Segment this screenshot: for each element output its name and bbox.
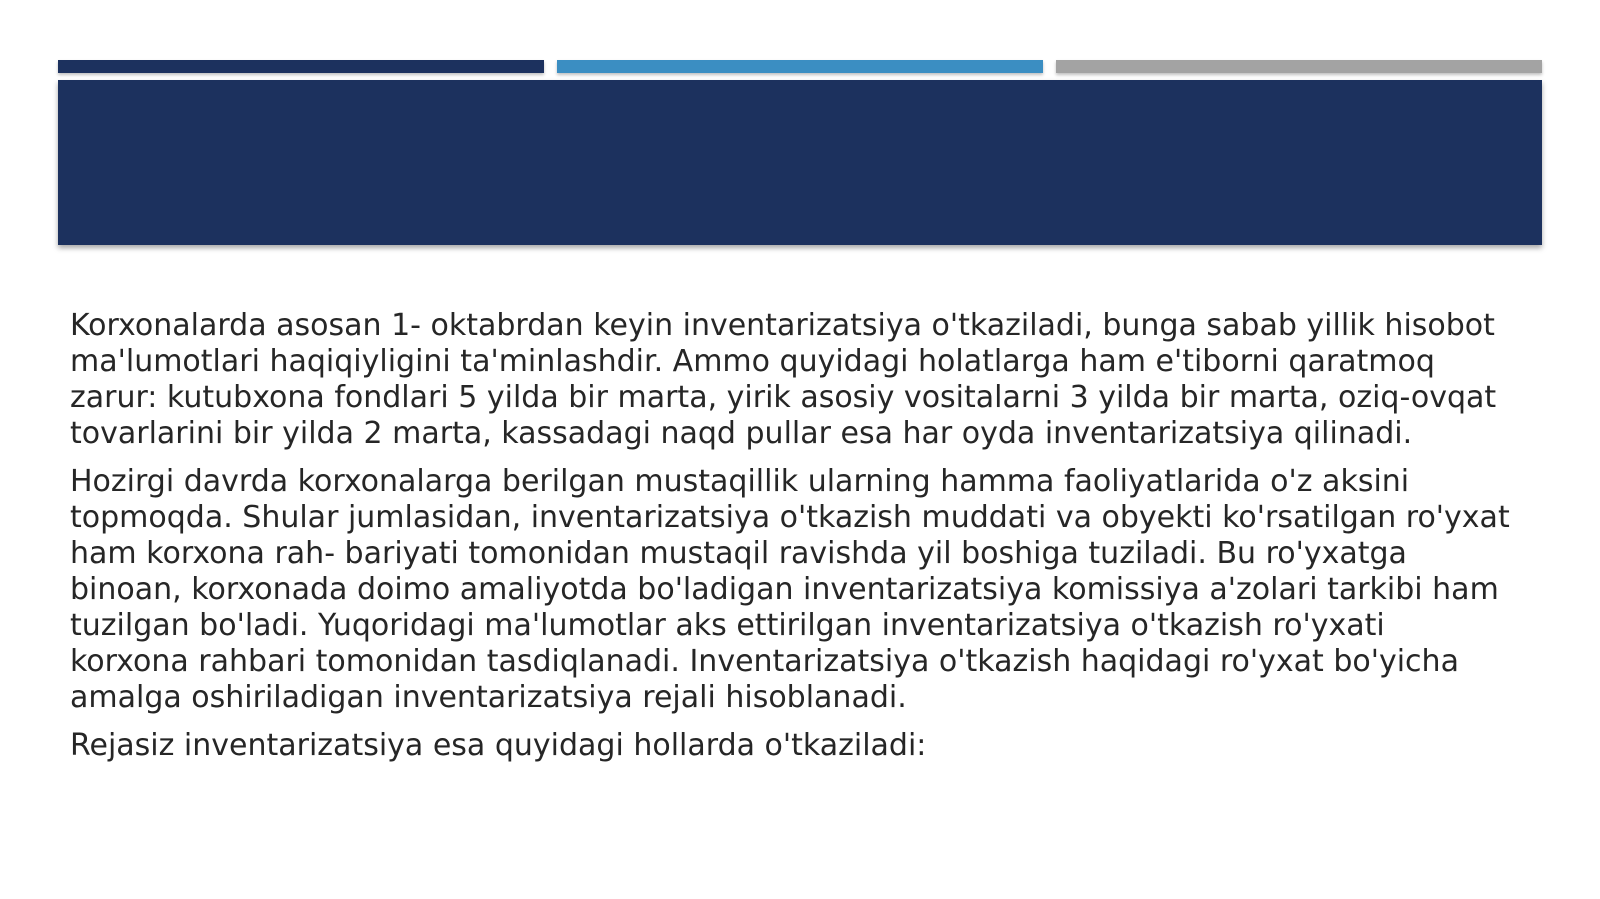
paragraph-2: Hozirgi davrda korxonalarga berilgan mustaqillik ularning hamma faoliyatlarida o'z aksini topmoqda. Shular jumlasidan, inventarizatsiya o'tkazish muddati va obyekti ko'rsatilgan ro'yxat ham korxona rah- bariyati tomonidan mustaqil ravishda yil boshiga tuziladi. Bu ro'yxatga binoan, korxonada doimo amaliyotda bo'ladigan inventarizatsiya komissiya a'zolari tarkibi ham tuzilgan bo'ladi. Yuqoridagi ma'lumotlar aks ettirilgan inventarizatsiya o'tkazish ro'yxati korxona rahbari tomonidan tasdiqlanadi. Inventarizatsiya o'tkazish haqidagi ro'yxat bo'yicha amalga oshiriladigan inventarizatsiya rejali hisoblanadi.: [70, 464, 1510, 715]
slide-body: [70, 308, 1510, 776]
accent-bar-dark-blue: [58, 60, 544, 73]
title-band: [58, 80, 1542, 245]
accent-bar-light-blue: [557, 60, 1043, 73]
accent-bar-gray: [1056, 60, 1542, 73]
paragraph-1: Korxonalarda asosan 1- oktabrdan keyin inventarizatsiya o'tkaziladi, bunga sabab yillik hisobot ma'lumotlari haqiqiyligini ta'minlashdir. Ammo quyidagi holatlarga ham e'tiborni qaratmoq zarur: kutubxona fondlari 5 yilda bir marta, yirik asosiy vositalarni 3 yilda bir marta, oziq-ovqat tovarlarini bir yilda 2 marta, kassadagi naqd pullar esa har oyda inventarizatsiya qilinadi.: [70, 308, 1497, 451]
paragraph-3: Rejasiz inventarizatsiya esa quyidagi hollarda o'tkaziladi:: [70, 728, 927, 763]
